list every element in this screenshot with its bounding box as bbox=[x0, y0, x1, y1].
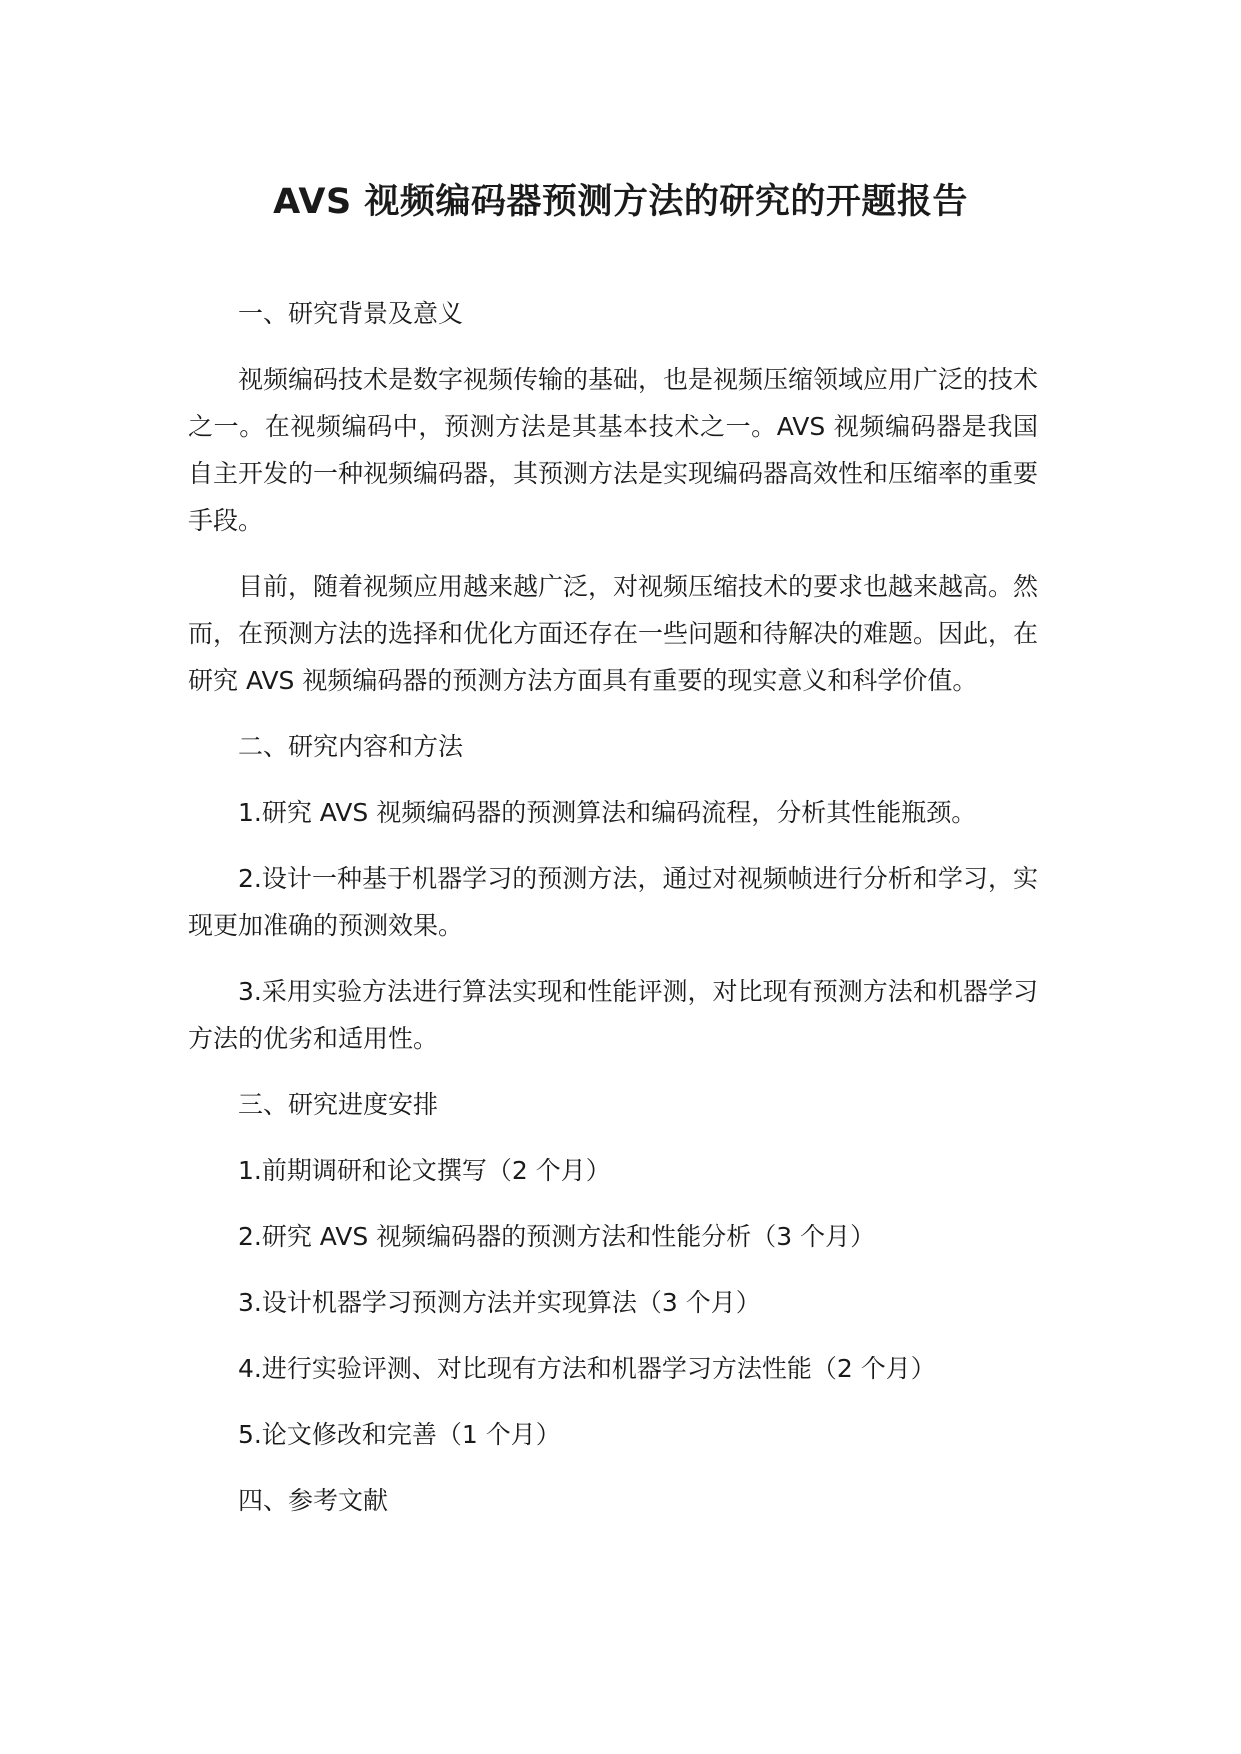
list-item-method-1: 1.研究 AVS 视频编码器的预测算法和编码流程，分析其性能瓶颈。 bbox=[238, 798, 977, 827]
section-heading-references: 四、参考文献 bbox=[238, 1486, 389, 1515]
list-item-schedule-5: 5.论文修改和完善（1 个月） bbox=[238, 1420, 561, 1449]
paragraph-background-1: 视频编码技术是数字视频传输的基础，也是视频压缩领域应用广泛的技术之一。在视频编码中，预测方法是其基本技术之一。AVS 视频编码器是我国自主开发的一种视频编码器，其预测方法是实现编码器高效性和压缩率的重要手段。 bbox=[188, 365, 1039, 535]
section-heading-background: 一、研究背景及意义 bbox=[238, 299, 464, 328]
list-item-schedule-2: 2.研究 AVS 视频编码器的预测方法和性能分析（3 个月） bbox=[238, 1222, 876, 1251]
list-item-schedule-3: 3.设计机器学习预测方法并实现算法（3 个月） bbox=[238, 1288, 761, 1317]
document-body bbox=[188, 290, 1038, 1543]
section-heading-content-methods: 二、研究内容和方法 bbox=[238, 732, 464, 761]
paragraph-background-2: 目前，随着视频应用越来越广泛，对视频压缩技术的要求也越来越高。然而，在预测方法的选择和优化方面还存在一些问题和待解决的难题。因此，在研究 AVS 视频编码器的预测方法方面具有重要的现实意义和科学价值。 bbox=[188, 572, 1039, 695]
list-item-method-3: 3.采用实验方法进行算法实现和性能评测，对比现有预测方法和机器学习方法的优劣和适用性。 bbox=[188, 977, 1038, 1053]
list-item-schedule-1: 1.前期调研和论文撰写（2 个月） bbox=[238, 1156, 611, 1185]
document-title: AVS 视频编码器预测方法的研究的开题报告 bbox=[273, 182, 968, 222]
list-item-method-2: 2.设计一种基于机器学习的预测方法，通过对视频帧进行分析和学习，实现更加准确的预测效果。 bbox=[188, 864, 1038, 940]
section-heading-schedule: 三、研究进度安排 bbox=[238, 1090, 439, 1119]
list-item-schedule-4: 4.进行实验评测、对比现有方法和机器学习方法性能（2 个月） bbox=[238, 1354, 936, 1383]
